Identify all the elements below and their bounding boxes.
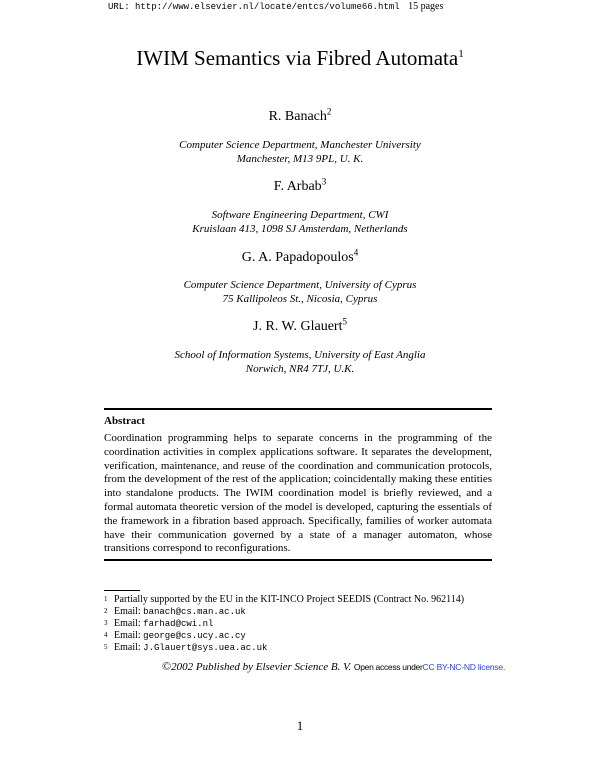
abstract-heading: Abstract xyxy=(104,415,145,427)
footnote: 5 Email: J.Glauert@sys.uea.ac.uk xyxy=(104,642,268,653)
footnote: 1 Partially supported by the EU in the KIT-INCO Project SEEDIS (Contract No. 962114) xyxy=(104,594,465,605)
author-name: R. Banach$^2$ xyxy=(268,106,332,124)
email-link[interactable]: george@cs.ucy.ac.cy xyxy=(143,631,246,641)
email-link[interactable]: J.Glauert@sys.uea.ac.uk xyxy=(143,643,268,653)
author-name: J. R. W. Glauert$^5$ xyxy=(253,316,347,334)
email-link[interactable]: banach@cs.man.ac.uk xyxy=(143,607,246,617)
author-affiliation: Computer Science Department, University of Cyprus 75 Kallipoleos St., Nicosia, Cyprus xyxy=(183,279,417,305)
email-link[interactable]: farhad@cwi.nl xyxy=(143,619,214,629)
page-number: 1 xyxy=(296,718,304,733)
author-affiliation: Computer Science Department, Manchester University Manchester, M13 9PL, U. K. xyxy=(179,139,421,165)
page-count: 15 pages xyxy=(408,1,444,12)
footnote: 3 Email: farhad@cwi.nl xyxy=(104,618,214,629)
abstract-text: Coordination programming helps to separate concerns in the programming of the coordination activities in complex applications software. It separates the development, verification, maintenance, and reuse of the coordination and communication protocols, from the development of the rest of the application; coincidentally making these entities into standalone products. The IWIM coordination model is briefly reviewed, and a formal automata theoretic version of the model is developed, capturing the essentials of the framework in a fibration based approach. Specifically, families of worker automata have their communication governed by a state of a manager automaton, whose transitions correspond to reconfigurations. xyxy=(104,432,492,555)
footnote: 4 Email: george@cs.ucy.ac.cy xyxy=(104,630,246,641)
paper-title: IWIM Semantics via Fibred Automata$^1$ xyxy=(136,46,464,70)
author-affiliation: Software Engineering Department, CWI Kruislaan 413, 1098 SJ Amsterdam, Netherlands xyxy=(192,209,408,235)
author-name: F. Arbab$^3$ xyxy=(273,176,327,194)
footnote: 2 Email: banach@cs.man.ac.uk xyxy=(104,606,246,617)
author-affiliation: School of Information Systems, University of East Anglia Norwich, NR4 7TJ, U.K. xyxy=(174,349,426,375)
abstract-top-rule xyxy=(104,408,492,410)
abstract-bottom-rule xyxy=(104,559,492,561)
license-link[interactable]: CC BY-NC-ND license. xyxy=(422,662,506,672)
copyright-symbol: © xyxy=(162,659,172,673)
header-url: URL: http://www.elsevier.nl/locate/entcs/volume66.html 15 pages xyxy=(108,1,444,12)
copyright-line: ©2002 Published by Elsevier Science B. V. Open access underCC BY-NC-ND license. xyxy=(162,659,506,673)
footnote-rule xyxy=(104,590,140,591)
author-name: G. A. Papadopoulos$^4$ xyxy=(241,247,359,265)
